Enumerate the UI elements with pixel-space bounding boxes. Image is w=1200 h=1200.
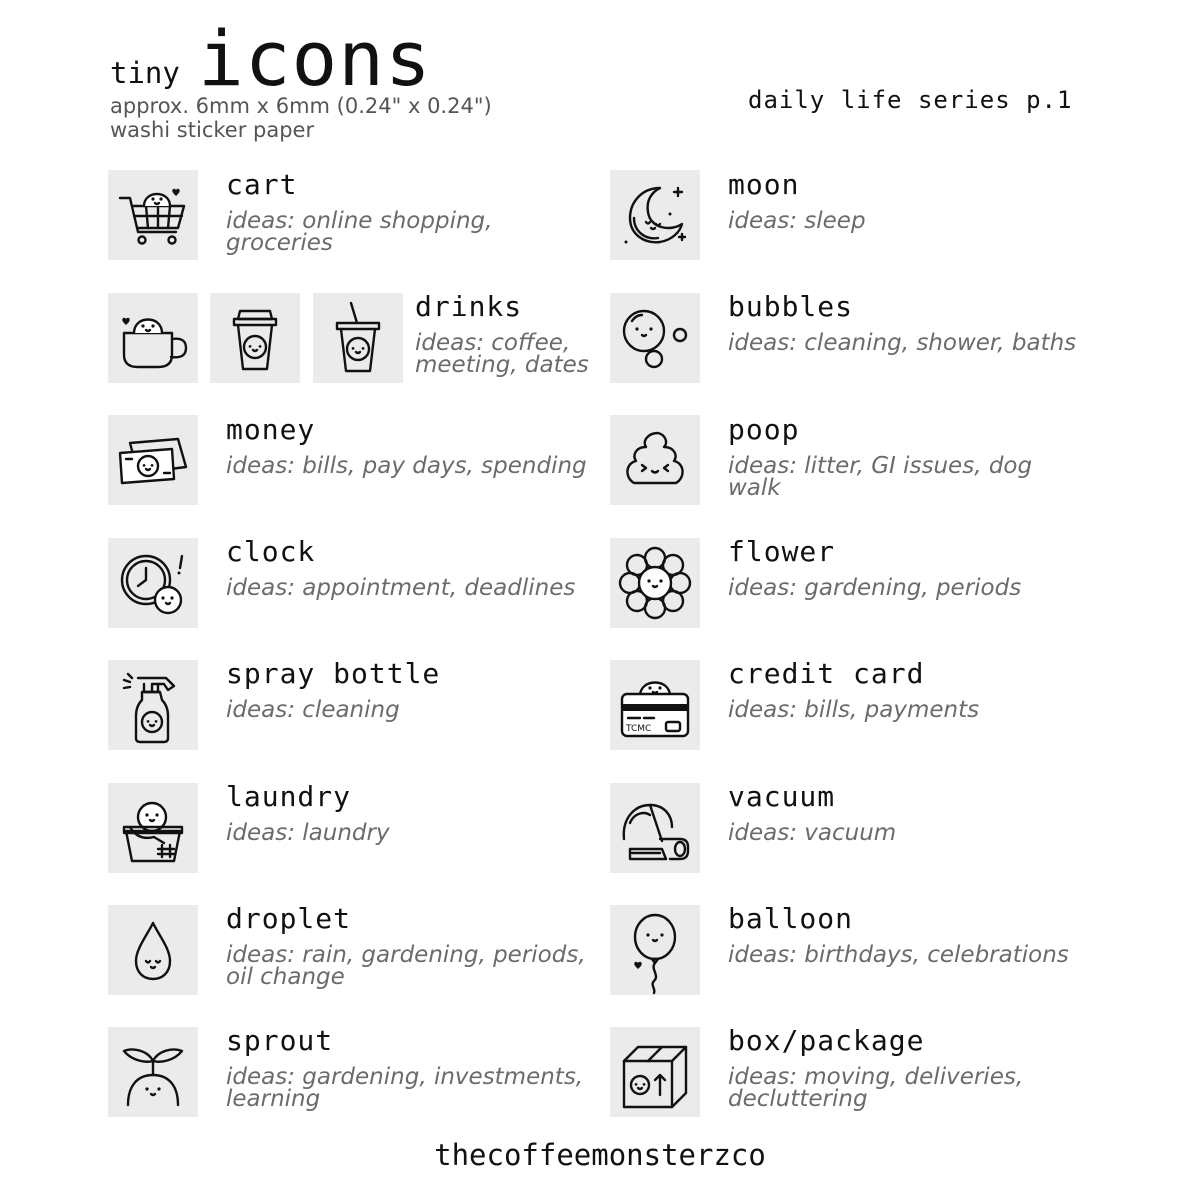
item-ideas: ideas: appointment, deadlines (226, 575, 576, 601)
item-name: poop (728, 413, 800, 446)
card-text: TCMC (626, 724, 652, 734)
title-tiny: tiny (110, 56, 180, 90)
item-ideas: ideas: vacuum (728, 820, 897, 846)
flower-icon (610, 538, 700, 628)
item-ideas: ideas: laundry (226, 820, 390, 846)
item-name: clock (226, 535, 316, 568)
item-name: cart (226, 168, 298, 201)
item-ideas: ideas: gardening, periods (728, 575, 1022, 601)
item-ideas: ideas: cleaning (226, 697, 400, 723)
size-note: approx. 6mm x 6mm (0.24" x 0.24") (110, 94, 492, 118)
item-name: laundry (226, 780, 352, 813)
item-ideas: ideas: online shopping, groceries (226, 208, 493, 256)
item-name: drinks (415, 290, 523, 323)
item-name: box/package (728, 1024, 925, 1057)
item-ideas: ideas: cleaning, shower, baths (728, 330, 1077, 356)
item-name: credit card (728, 657, 925, 690)
item-ideas: ideas: coffee, meeting, dates (415, 330, 589, 378)
item-ideas: ideas: litter, GI issues, dog walk (728, 453, 1033, 501)
item-name: balloon (728, 902, 854, 935)
item-name: flower (728, 535, 836, 568)
paper-note: washi sticker paper (110, 118, 315, 142)
item-name: bubbles (728, 290, 854, 323)
bubbles-icon (610, 293, 700, 383)
item-name: vacuum (728, 780, 836, 813)
vacuum-icon (610, 783, 700, 873)
item-name: spray bottle (226, 657, 441, 690)
item-ideas: ideas: gardening, investments, learning (226, 1064, 584, 1112)
boba-cup-icon (313, 293, 403, 383)
credit-card-icon (610, 660, 700, 750)
mug-icon (108, 293, 198, 383)
box-package-icon (610, 1027, 700, 1117)
item-ideas: ideas: sleep (728, 208, 866, 234)
coffee-cup-icon (210, 293, 300, 383)
item-ideas: ideas: bills, payments (728, 697, 980, 723)
moon-icon (610, 170, 700, 260)
spray-bottle-icon (108, 660, 198, 750)
item-ideas: ideas: bills, pay days, spending (226, 453, 587, 479)
item-name: moon (728, 168, 800, 201)
brand-footer: thecoffeemonsterzco (434, 1138, 766, 1172)
series-label: daily life series p.1 (748, 86, 1073, 114)
item-name: droplet (226, 902, 352, 935)
clock-icon (108, 538, 198, 628)
cart-icon (108, 170, 198, 260)
item-ideas: ideas: birthdays, celebrations (728, 942, 1069, 968)
item-ideas: ideas: rain, gardening, periods, oil change (226, 942, 586, 990)
item-name: money (226, 413, 316, 446)
poop-icon (610, 415, 700, 505)
sprout-icon (108, 1027, 198, 1117)
droplet-icon (108, 905, 198, 995)
money-icon (108, 415, 198, 505)
title-icons: icons (198, 14, 432, 103)
item-ideas: ideas: moving, deliveries, decluttering (728, 1064, 1024, 1112)
laundry-icon (108, 783, 198, 873)
item-name: sprout (226, 1024, 334, 1057)
balloon-icon (610, 905, 700, 995)
